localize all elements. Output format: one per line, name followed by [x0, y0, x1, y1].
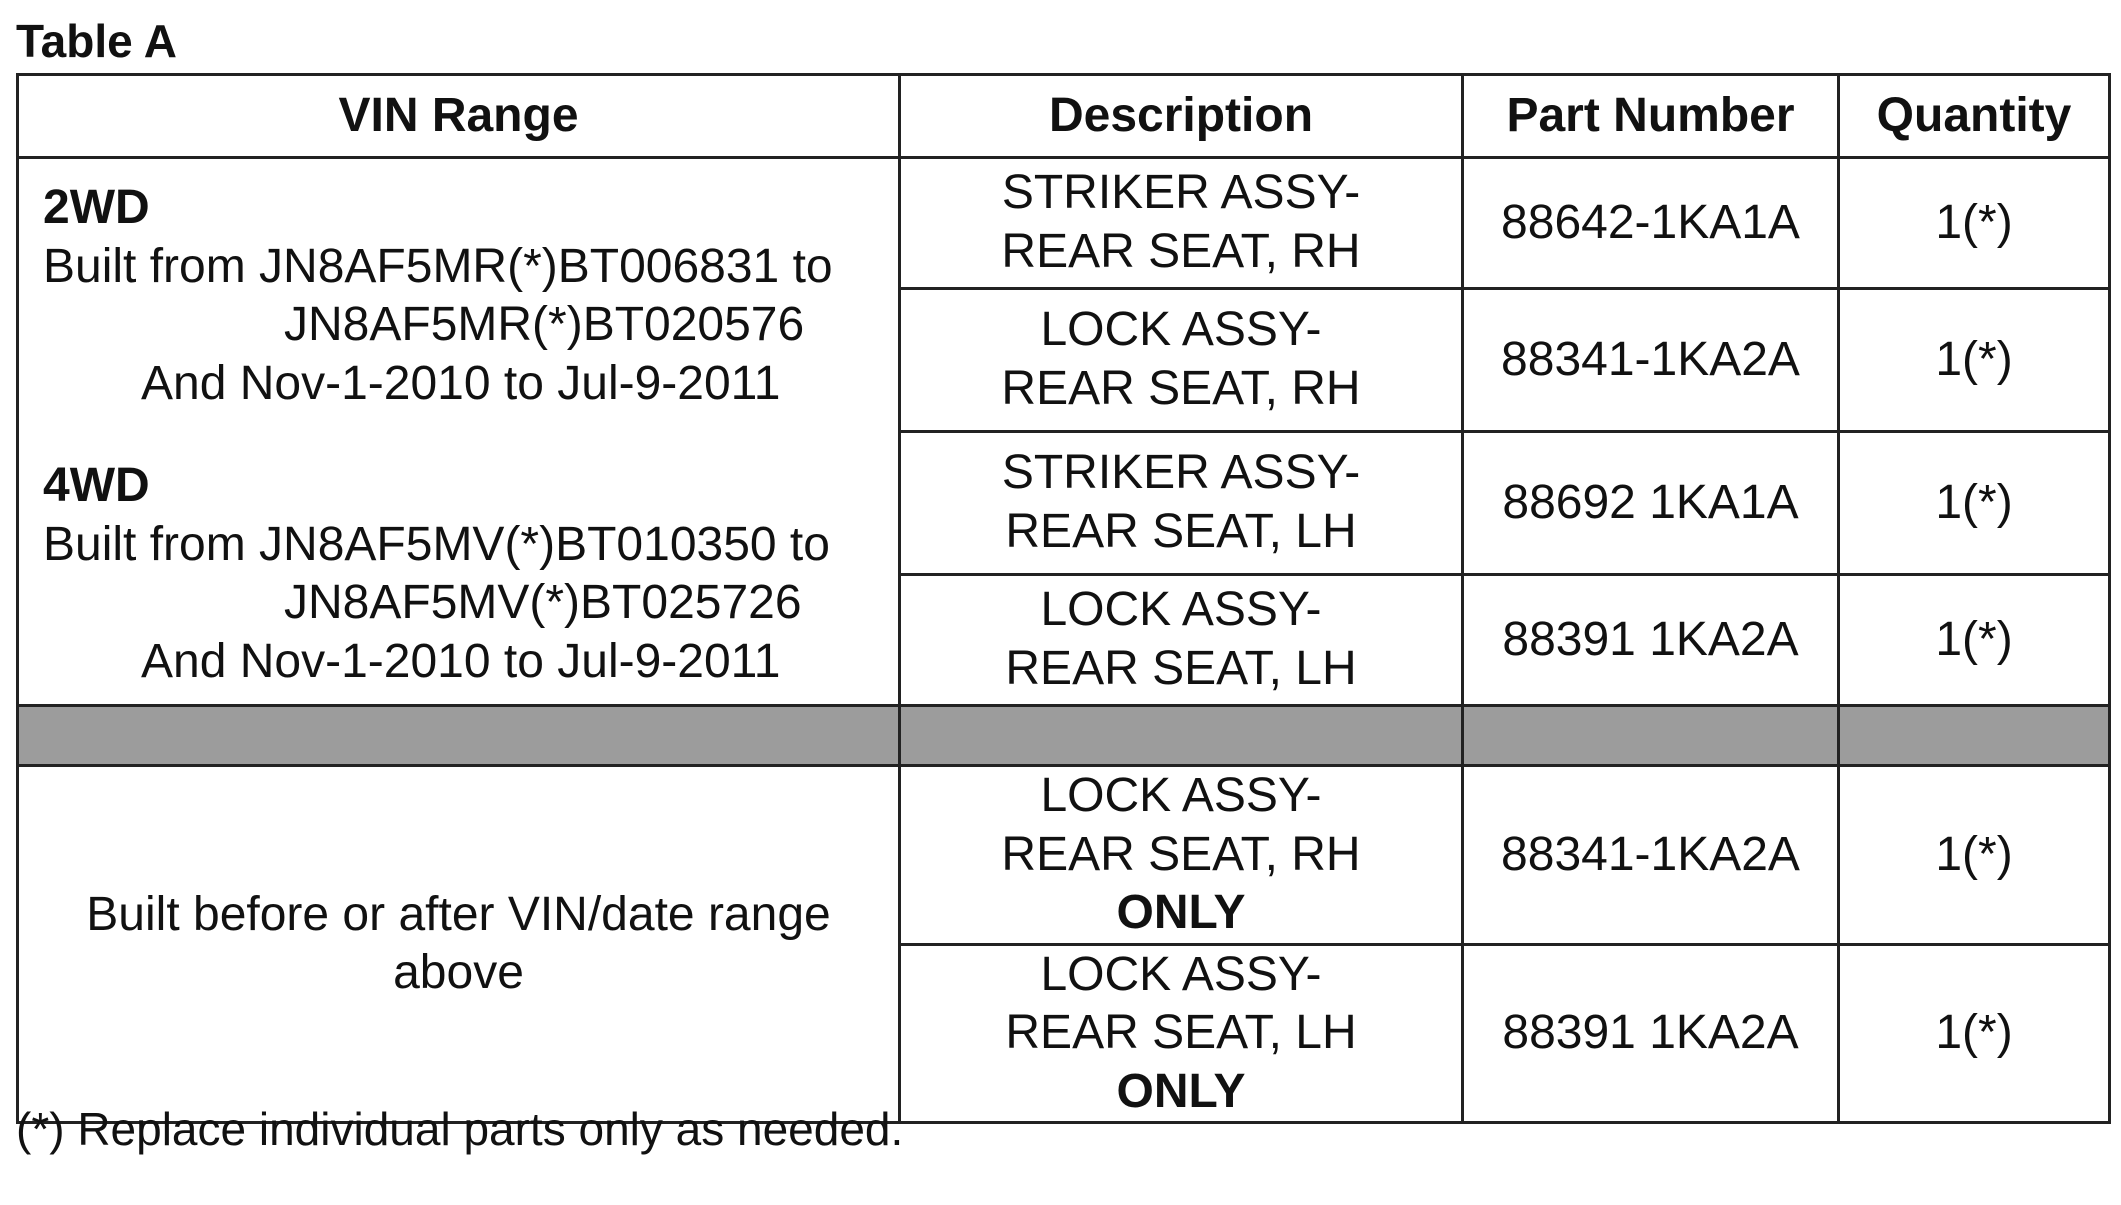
separator-cell — [900, 706, 1463, 766]
separator-cell — [1839, 706, 2110, 766]
description-cell — [900, 575, 1463, 706]
quantity-cell: 1(*) — [1839, 944, 2110, 1123]
description-only-label: ONLY — [1116, 886, 1246, 940]
description-line: REAR SEAT, RH — [1001, 225, 1361, 278]
description-cell — [900, 432, 1463, 575]
vin-range-line: Built from JN8AF5MR(*)BT006831 to — [43, 239, 833, 293]
description-line: LOCK ASSY- — [1040, 583, 1322, 637]
description-cell — [900, 158, 1463, 289]
description-line: REAR SEAT, LH — [1005, 642, 1357, 695]
description-line: REAR SEAT, LH — [1005, 505, 1357, 558]
vin-range-cell-group-2: Built before or after VIN/date range above — [18, 766, 900, 1123]
description-cell — [900, 944, 1463, 1123]
date-range-line: And Nov-1-2010 to Jul-9-2011 — [141, 634, 781, 688]
description-cell — [900, 766, 1463, 945]
description-line: STRIKER ASSY- — [1001, 446, 1361, 500]
vin-range-line: Built from JN8AF5MV(*)BT010350 to — [43, 517, 830, 571]
part-number-cell: 88341-1KA2A — [1463, 289, 1839, 432]
separator-cell — [18, 706, 900, 766]
drive-type-label: 4WD — [43, 459, 150, 513]
part-number-cell: 88391 1KA2A — [1463, 575, 1839, 706]
quantity-cell: 1(*) — [1839, 158, 2110, 289]
quantity-cell: 1(*) — [1839, 432, 2110, 575]
part-number-cell: 88642-1KA1A — [1463, 158, 1839, 289]
quantity-cell: 1(*) — [1839, 289, 2110, 432]
vin-group-4wd — [43, 457, 898, 691]
quantity-cell: 1(*) — [1839, 575, 2110, 706]
column-header-part-number: Part Number — [1463, 75, 1839, 158]
description-cell — [900, 289, 1463, 432]
vin-group-2wd — [43, 179, 898, 413]
description-line: REAR SEAT, LH — [1005, 1006, 1357, 1060]
vin-range-line: JN8AF5MR(*)BT020576 — [284, 298, 805, 352]
date-range-line: And Nov-1-2010 to Jul-9-2011 — [141, 356, 781, 410]
table-header-row — [18, 75, 2110, 158]
parts-table — [16, 73, 2111, 1124]
description-line: REAR SEAT, RH — [1001, 827, 1361, 881]
table-row — [18, 766, 2110, 945]
table-row — [18, 158, 2110, 289]
part-number-cell: 88391 1KA2A — [1463, 944, 1839, 1123]
column-header-vin-range: VIN Range — [18, 75, 900, 158]
vin-range-cell-group-1 — [18, 158, 900, 706]
description-line: REAR SEAT, RH — [1001, 362, 1361, 415]
drive-type-label: 2WD — [43, 181, 150, 234]
description-only-label: ONLY — [1116, 1064, 1246, 1118]
separator-cell — [1463, 706, 1839, 766]
description-line: LOCK ASSY- — [1040, 769, 1322, 822]
part-number-cell: 88341-1KA2A — [1463, 766, 1839, 945]
description-line: LOCK ASSY- — [1040, 303, 1322, 357]
separator-row — [18, 706, 2110, 766]
table-title: Table A — [16, 15, 178, 67]
quantity-cell: 1(*) — [1839, 766, 2110, 945]
footnote: (*) Replace individual parts only as needed. — [16, 1103, 904, 1155]
description-line: LOCK ASSY- — [1040, 947, 1322, 1001]
column-header-description: Description — [900, 75, 1463, 158]
part-number-cell: 88692 1KA1A — [1463, 432, 1839, 575]
description-line: STRIKER ASSY- — [1001, 166, 1361, 220]
column-header-quantity: Quantity — [1839, 75, 2110, 158]
vin-range-line: JN8AF5MV(*)BT025726 — [284, 576, 802, 630]
